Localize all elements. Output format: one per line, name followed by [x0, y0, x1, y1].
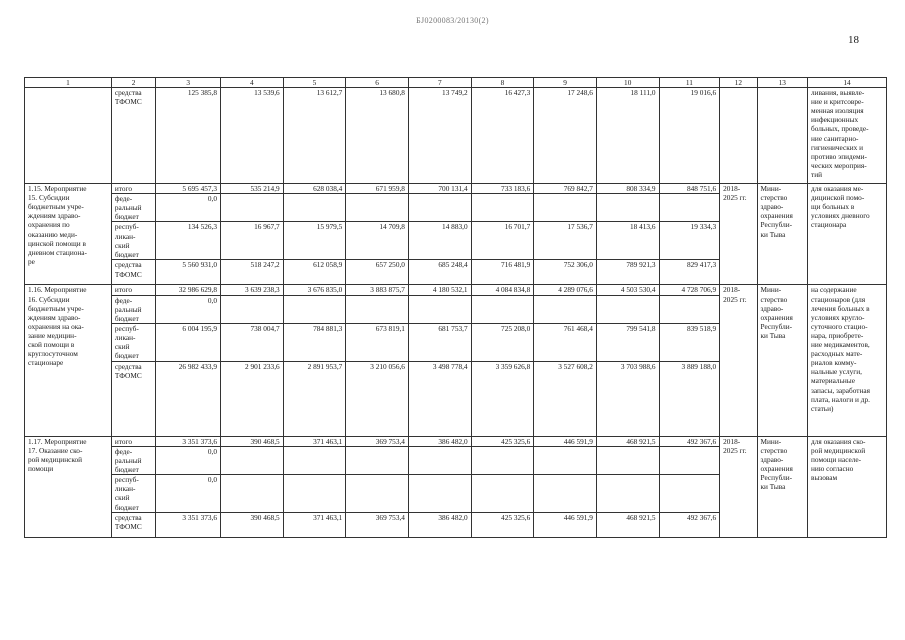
value-cell: 134 526,3	[156, 222, 221, 260]
value-cell: 518 247,2	[221, 260, 284, 285]
value-cell: 390 468,5	[221, 436, 284, 446]
value-cell: 3 351 373,6	[156, 513, 221, 538]
header-row	[25, 78, 887, 88]
executor-cell	[757, 88, 808, 184]
value-cell: 808 334,9	[596, 184, 659, 194]
source-cell: феде- ральный бюджет	[111, 446, 155, 474]
header-cell: 10	[596, 78, 659, 88]
result-cell: на содержание стационаров (для лечения больных в условиях кругло- суточного стацио- нара, приобрете- ние медикаментов, расходных мате- риалов комму- нальные услуги, материальные запасы, заработная плата, налоги и др. статьи)	[808, 285, 887, 436]
value-cell: 3 889 188,0	[659, 361, 720, 436]
value-cell: 4 289 076,6	[534, 285, 597, 295]
value-cell: 3 498 778,4	[408, 361, 471, 436]
source-cell: итого	[111, 285, 155, 295]
value-cell: 17 536,7	[534, 222, 597, 260]
value-cell: 425 325,6	[471, 513, 534, 538]
value-cell	[471, 194, 534, 222]
value-cell	[346, 194, 409, 222]
source-cell: респуб- ликан- ский бюджет	[111, 475, 155, 513]
value-cell	[471, 295, 534, 323]
value-cell: 492 367,6	[659, 436, 720, 446]
executor-cell: Мини- стерство здраво- охранения Республи- ки Тыва	[757, 184, 808, 285]
header-cell: 2	[111, 78, 155, 88]
value-cell: 5 695 457,3	[156, 184, 221, 194]
value-cell	[221, 446, 284, 474]
value-cell	[534, 446, 597, 474]
value-cell	[283, 194, 346, 222]
value-cell: 671 959,8	[346, 184, 409, 194]
value-cell: 18 111,0	[596, 88, 659, 184]
title-cell	[25, 88, 112, 184]
header-cell: 12	[720, 78, 757, 88]
value-cell: 612 058,9	[283, 260, 346, 285]
value-cell	[346, 475, 409, 513]
table-row	[25, 184, 887, 194]
value-cell	[596, 475, 659, 513]
value-cell: 4 084 834,8	[471, 285, 534, 295]
period-cell: 2018- 2025 гг.	[720, 436, 757, 537]
value-cell: 2 891 953,7	[283, 361, 346, 436]
value-cell: 3 210 056,6	[346, 361, 409, 436]
value-cell: 829 417,3	[659, 260, 720, 285]
measure-title: 1.15. Мероприятие 15. Субсидии бюджетным учре- ждениям здраво- охранения по оказанию меди- цинской помощи в дневном стациона- ре	[25, 184, 112, 285]
value-cell: 425 325,6	[471, 436, 534, 446]
value-cell: 32 986 629,8	[156, 285, 221, 295]
value-cell	[283, 475, 346, 513]
value-cell: 733 183,6	[471, 184, 534, 194]
value-cell	[221, 194, 284, 222]
value-cell: 738 004,7	[221, 323, 284, 361]
value-cell: 3 639 238,3	[221, 285, 284, 295]
value-cell: 19 334,3	[659, 222, 720, 260]
measure-title: 1.17. Мероприятие 17. Оказание ско- рой медицинской помощи	[25, 436, 112, 537]
result-cell: для оказания ме- дицинской помо- щи больных в условиях дневного стационара	[808, 184, 887, 285]
value-cell	[596, 194, 659, 222]
value-cell: 14 709,8	[346, 222, 409, 260]
value-cell: 848 751,6	[659, 184, 720, 194]
value-cell: 446 591,9	[534, 436, 597, 446]
value-cell	[471, 446, 534, 474]
value-cell: 390 468,5	[221, 513, 284, 538]
value-cell: 0,0	[156, 295, 221, 323]
value-cell	[534, 295, 597, 323]
value-cell: 4 503 530,4	[596, 285, 659, 295]
value-cell	[471, 475, 534, 513]
period-cell: 2018- 2025 гг.	[720, 184, 757, 285]
value-cell: 16 967,7	[221, 222, 284, 260]
value-cell: 3 676 835,0	[283, 285, 346, 295]
value-cell: 0,0	[156, 446, 221, 474]
value-cell: 784 881,3	[283, 323, 346, 361]
value-cell: 700 131,4	[408, 184, 471, 194]
header-cell: 3	[156, 78, 221, 88]
source-cell: феде- ральный бюджет	[111, 295, 155, 323]
period-cell: 2018- 2025 гг.	[720, 285, 757, 436]
value-cell: 4 728 706,9	[659, 285, 720, 295]
value-cell: 386 482,0	[408, 436, 471, 446]
value-cell: 716 481,9	[471, 260, 534, 285]
value-cell: 6 004 195,9	[156, 323, 221, 361]
result-cell: для оказания ско- рой медицинской помощи населе- нию согласно вызовам	[808, 436, 887, 537]
value-cell: 371 463,1	[283, 436, 346, 446]
source-cell: средства ТФОМС	[111, 88, 155, 184]
value-cell: 18 413,6	[596, 222, 659, 260]
value-cell	[221, 475, 284, 513]
value-cell: 17 248,6	[534, 88, 597, 184]
value-cell	[408, 475, 471, 513]
value-cell: 371 463,1	[283, 513, 346, 538]
value-cell	[534, 475, 597, 513]
measure-title: 1.16. Мероприятие 16. Субсидии бюджетным учре- ждениям здраво- охранения на ока- зание медицин- ской помощи в круглосуточном стационаре	[25, 285, 112, 436]
value-cell: 535 214,9	[221, 184, 284, 194]
header-cell: 9	[534, 78, 597, 88]
value-cell: 15 979,5	[283, 222, 346, 260]
value-cell: 369 753,4	[346, 513, 409, 538]
value-cell: 468 921,5	[596, 513, 659, 538]
value-cell: 386 482,0	[408, 513, 471, 538]
source-cell: респуб- ликан- ский бюджет	[111, 323, 155, 361]
value-cell	[596, 295, 659, 323]
source-cell: итого	[111, 436, 155, 446]
header-cell: 6	[346, 78, 409, 88]
value-cell: 492 367,6	[659, 513, 720, 538]
executor-cell: Мини- стерство здраво- охранения Республи- ки Тыва	[757, 285, 808, 436]
value-cell	[659, 475, 720, 513]
source-cell: средства ТФОМС	[111, 260, 155, 285]
value-cell: 369 753,4	[346, 436, 409, 446]
value-cell: 0,0	[156, 475, 221, 513]
value-cell	[408, 446, 471, 474]
value-cell: 685 248,4	[408, 260, 471, 285]
value-cell: 14 883,0	[408, 222, 471, 260]
value-cell	[283, 446, 346, 474]
value-cell: 681 753,7	[408, 323, 471, 361]
value-cell: 752 306,0	[534, 260, 597, 285]
value-cell	[408, 295, 471, 323]
value-cell	[346, 295, 409, 323]
value-cell: 3 351 373,6	[156, 436, 221, 446]
value-cell: 26 982 433,9	[156, 361, 221, 436]
period-cell	[720, 88, 757, 184]
header-cell: 8	[471, 78, 534, 88]
value-cell: 628 038,4	[283, 184, 346, 194]
executor-cell: Мини- стерство здраво- охранения Республи- ки Тыва	[757, 436, 808, 537]
header-cell: 4	[221, 78, 284, 88]
value-cell: 446 591,9	[534, 513, 597, 538]
value-cell: 13 680,8	[346, 88, 409, 184]
page-number: 18	[848, 34, 859, 46]
table-row	[25, 436, 887, 446]
value-cell	[659, 194, 720, 222]
header-cell: 14	[808, 78, 887, 88]
value-cell: 19 016,6	[659, 88, 720, 184]
budget-table	[24, 77, 887, 538]
value-cell: 0,0	[156, 194, 221, 222]
value-cell: 4 180 532,1	[408, 285, 471, 295]
value-cell	[659, 446, 720, 474]
header-cell: 13	[757, 78, 808, 88]
value-cell	[221, 295, 284, 323]
source-cell: итого	[111, 184, 155, 194]
value-cell: 3 703 988,6	[596, 361, 659, 436]
value-cell: 839 518,9	[659, 323, 720, 361]
value-cell: 13 749,2	[408, 88, 471, 184]
value-cell: 3 883 875,7	[346, 285, 409, 295]
value-cell: 725 208,0	[471, 323, 534, 361]
value-cell	[596, 446, 659, 474]
value-cell: 468 921,5	[596, 436, 659, 446]
table-row	[25, 285, 887, 295]
value-cell	[408, 194, 471, 222]
value-cell	[534, 194, 597, 222]
value-cell: 769 842,7	[534, 184, 597, 194]
value-cell: 13 612,7	[283, 88, 346, 184]
continuation-row	[25, 88, 887, 184]
value-cell	[659, 295, 720, 323]
header-cell: 7	[408, 78, 471, 88]
value-cell: 789 921,3	[596, 260, 659, 285]
value-cell: 13 539,6	[221, 88, 284, 184]
document-code: БJ0200083/20130(2)	[416, 16, 489, 25]
header-cell: 11	[659, 78, 720, 88]
source-cell: средства ТФОМС	[111, 361, 155, 436]
header-cell: 1	[25, 78, 112, 88]
source-cell: средства ТФОМС	[111, 513, 155, 538]
value-cell: 3 527 608,2	[534, 361, 597, 436]
value-cell: 3 359 626,8	[471, 361, 534, 436]
value-cell: 16 701,7	[471, 222, 534, 260]
value-cell: 673 819,1	[346, 323, 409, 361]
source-cell: респуб- ликан- ский бюджет	[111, 222, 155, 260]
value-cell: 2 901 233,6	[221, 361, 284, 436]
source-cell: феде- ральный бюджет	[111, 194, 155, 222]
value-cell: 799 541,8	[596, 323, 659, 361]
value-cell: 5 560 931,0	[156, 260, 221, 285]
value-cell: 761 468,4	[534, 323, 597, 361]
value-cell: 16 427,3	[471, 88, 534, 184]
value-cell	[346, 446, 409, 474]
value-cell	[283, 295, 346, 323]
value-cell: 125 385,8	[156, 88, 221, 184]
header-cell: 5	[283, 78, 346, 88]
result-cell: ливания, выявле- ние и критсовре- менная изоляция инфекционных больных, проведе- ние санитарно- гигиенических и противо эпидеми- ческих мероприя- тий	[808, 88, 887, 184]
value-cell: 657 250,0	[346, 260, 409, 285]
